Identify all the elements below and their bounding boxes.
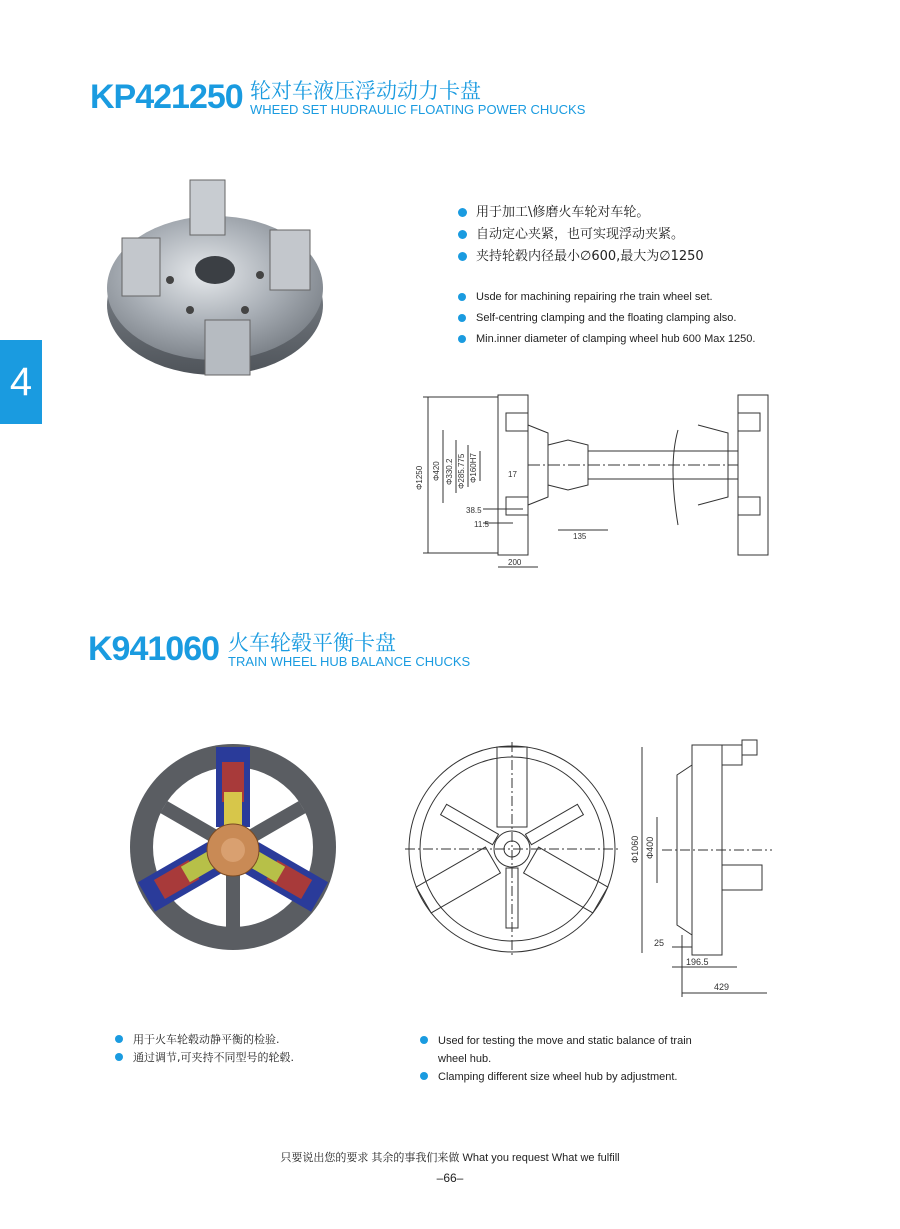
dim-label: 25	[654, 938, 665, 948]
dim-label: Φ330.2	[445, 458, 454, 485]
feature-item: Used for testing the move and static balance of train wheel hub.	[420, 1032, 720, 1068]
product2-render	[128, 742, 338, 952]
feature-item: Clamping different size wheel hub by adjustment.	[420, 1068, 720, 1086]
dim-label: 196.5	[686, 957, 709, 967]
product1-drawing	[398, 385, 788, 585]
dim-label: 429	[714, 982, 730, 992]
bullet-dot	[458, 230, 467, 239]
chapter-tab: 4	[0, 340, 42, 424]
bullet-dot	[458, 252, 467, 261]
product1-title-cn: 轮对车液压浮动动力卡盘	[250, 79, 481, 103]
dim-label: 135	[573, 532, 587, 541]
dim-label: Φ400	[645, 836, 655, 859]
bullet-dot	[115, 1035, 123, 1043]
dim-label: Φ160H7	[469, 453, 478, 483]
product2-code: K941060	[88, 630, 220, 668]
product1-features-en	[458, 287, 755, 350]
bullet-dot	[458, 293, 466, 301]
product1-code: KP421250	[90, 78, 243, 116]
feature-item: Usde for machining repairing rhe train wheel set.	[458, 287, 755, 308]
feature-item: Self-centring clamping and the floating clamping also.	[458, 308, 755, 329]
bullet-dot	[420, 1072, 428, 1080]
product2-features-cn	[115, 1031, 294, 1067]
feature-item: 用于加工\修磨火车轮对车轮。	[458, 202, 704, 224]
dim-label: Φ1250	[415, 465, 424, 490]
bullet-dot	[458, 314, 466, 322]
bullet-dot	[458, 335, 466, 343]
dim-label: 200	[508, 558, 522, 567]
page-number: –66–	[436, 1171, 464, 1185]
dim-label: Φ1060	[630, 835, 640, 863]
bullet-dot	[458, 208, 467, 217]
feature-item: 用于火车轮毂动静平衡的检验.	[115, 1031, 294, 1049]
feature-item: Min.inner diameter of clamping wheel hub 600 Max 1250.	[458, 329, 755, 350]
feature-item: 自动定心夹紧，也可实现浮动夹紧。	[458, 224, 704, 246]
bullet-dot	[115, 1053, 123, 1061]
product2-title-cn: 火车轮毂平衡卡盘	[228, 631, 396, 655]
feature-item: 通过调节,可夹持不同型号的轮毂.	[115, 1049, 294, 1067]
dim-label: 11.5	[474, 520, 489, 529]
product1-photo	[100, 170, 430, 385]
product2-drawing-front	[405, 742, 620, 957]
dim-label: 38.5	[466, 506, 482, 515]
dim-label: Φ420	[432, 461, 441, 481]
product2-title-en: TRAIN WHEEL HUB BALANCE CHUCKS	[228, 654, 471, 669]
footer-slogan: 只要说出您的要求 其余的事我们来做 What you request What we fulfill	[280, 1152, 620, 1164]
product2-drawing-side	[622, 735, 772, 1000]
feature-item: 夹持轮毂内径最小∅600,最大为∅1250	[458, 246, 704, 268]
dim-label: 17	[508, 470, 517, 479]
product1-title-en: WHEED SET HUDRAULIC FLOATING POWER CHUCKS	[250, 102, 586, 117]
product1-features-cn	[458, 202, 704, 268]
product2-features-en	[420, 1032, 720, 1086]
bullet-dot	[420, 1036, 428, 1044]
dim-label: Φ285.775	[457, 453, 466, 489]
